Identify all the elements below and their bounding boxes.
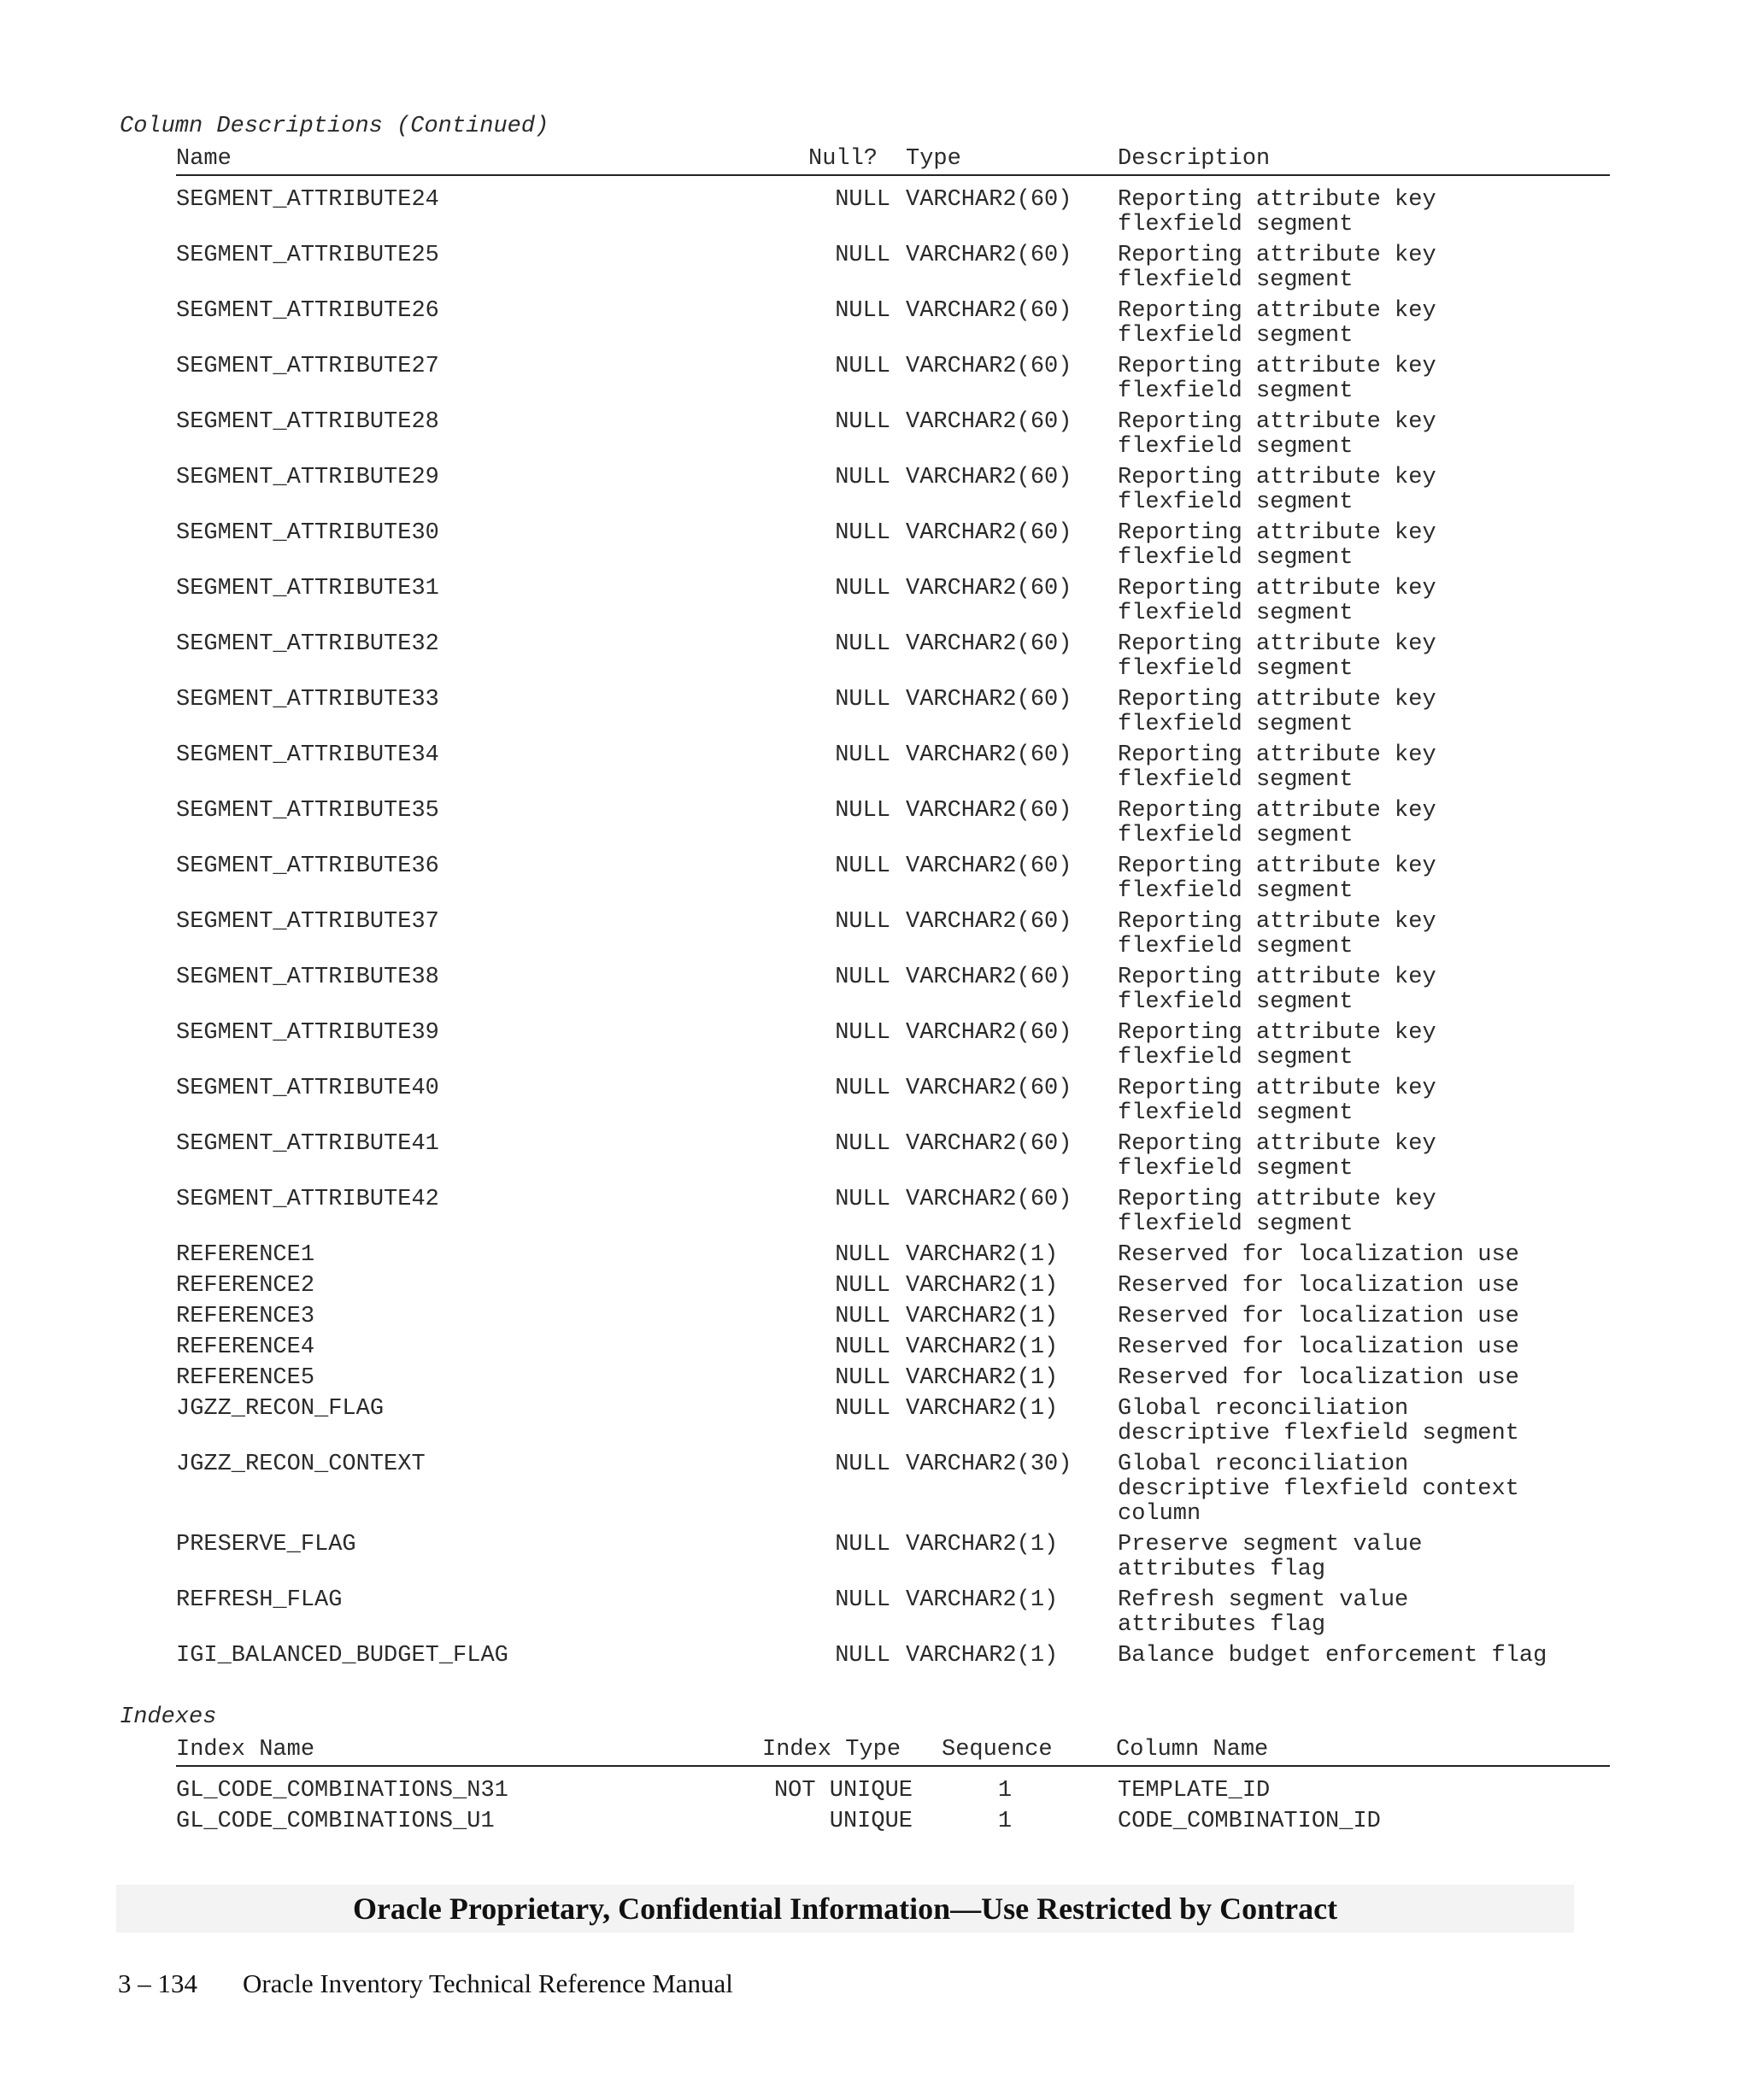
page-footer [118,1968,733,1999]
null-cell: NULL [835,742,890,768]
description-cell: Reporting attribute key flexfield segment [1118,298,1436,349]
column-name-cell: SEGMENT_ATTRIBUTE40 [176,1076,439,1101]
column-name-cell: REFERENCE3 [176,1304,315,1329]
index-type-cell: UNIQUE [829,1809,913,1834]
description-cell: Reporting attribute key flexfield segment [1118,354,1436,404]
description-cell: Reporting attribute key flexfield segment [1118,465,1436,515]
column-name-cell: SEGMENT_ATTRIBUTE37 [176,909,439,935]
table-row [176,355,1610,410]
table-row [176,1132,1610,1188]
type-cell: VARCHAR2(1) [906,1242,1059,1268]
null-cell: NULL [835,1587,890,1613]
column-name-cell: SEGMENT_ATTRIBUTE32 [176,631,439,657]
null-cell: NULL [835,1020,890,1046]
column-name-cell: SEGMENT_ATTRIBUTE29 [176,465,439,490]
null-cell: NULL [835,1396,890,1422]
table-row [176,1076,1610,1132]
type-cell: VARCHAR2(60) [906,1131,1072,1157]
indexes-title: Indexes [120,1704,217,1730]
null-cell: NULL [835,965,890,990]
type-cell: VARCHAR2(1) [906,1643,1059,1669]
index-table-header [176,1738,1610,1767]
type-cell: VARCHAR2(60) [906,354,1072,379]
table-row [176,1779,1610,1810]
table-row [176,410,1610,466]
null-cell: NULL [835,520,890,546]
column-name-cell: REFERENCE1 [176,1242,315,1268]
null-cell: NULL [835,1334,890,1360]
description-cell: Reserved for localization use [1118,1365,1519,1391]
column-table-body [176,188,1610,1675]
table-row [176,1021,1610,1076]
null-cell: NULL [835,798,890,824]
null-cell: NULL [835,1304,890,1329]
null-cell: NULL [835,298,890,324]
column-name-cell: SEGMENT_ATTRIBUTE26 [176,298,439,324]
header-description: Description [1118,146,1271,172]
type-cell: VARCHAR2(60) [906,520,1072,546]
column-name-cell: IGI_BALANCED_BUDGET_FLAG [176,1643,508,1669]
type-cell: VARCHAR2(60) [906,631,1072,657]
column-name-cell: SEGMENT_ATTRIBUTE34 [176,742,439,768]
header-null: Null? [808,146,878,172]
column-name-cell: SEGMENT_ATTRIBUTE42 [176,1187,439,1212]
column-name-cell: SEGMENT_ATTRIBUTE38 [176,965,439,990]
table-row [176,188,1610,243]
type-cell: VARCHAR2(60) [906,243,1072,268]
description-cell: Reporting attribute key flexfield segment [1118,187,1436,238]
type-cell: VARCHAR2(60) [906,687,1072,713]
type-cell: VARCHAR2(60) [906,465,1072,490]
sequence-cell: 1 [997,1778,1013,1804]
table-row [176,1810,1610,1840]
type-cell: VARCHAR2(30) [906,1452,1072,1477]
null-cell: NULL [835,1187,890,1212]
column-descriptions-title: Column Descriptions (Continued) [120,114,549,139]
column-name-cell: REFERENCE4 [176,1334,315,1360]
type-cell: VARCHAR2(60) [906,409,1072,435]
description-cell: Reporting attribute key flexfield segment [1118,631,1436,682]
type-cell: VARCHAR2(60) [906,298,1072,324]
confidentiality-banner [116,1885,1574,1933]
description-cell: Reporting attribute key flexfield segment [1118,576,1436,626]
column-name-cell: REFRESH_FLAG [176,1587,343,1613]
description-cell: Global reconciliation descriptive flexfield segment [1118,1396,1519,1446]
table-row [176,1335,1610,1366]
table-row [176,1588,1610,1644]
type-cell: VARCHAR2(1) [906,1304,1059,1329]
type-cell: VARCHAR2(1) [906,1334,1059,1360]
table-row [176,1274,1610,1305]
column-name-cell: SEGMENT_ATTRIBUTE36 [176,853,439,879]
index-type-cell: NOT UNIQUE [773,1778,913,1804]
column-name-cell: SEGMENT_ATTRIBUTE25 [176,243,439,268]
table-row [176,243,1610,299]
table-row [176,521,1610,577]
description-cell: Reserved for localization use [1118,1334,1519,1360]
null-cell: NULL [835,1365,890,1391]
column-name-cell: SEGMENT_ATTRIBUTE30 [176,520,439,546]
table-row [176,577,1610,632]
null-cell: NULL [835,631,890,657]
null-cell: NULL [835,243,890,268]
null-cell: NULL [835,1242,890,1268]
column-name-cell: JGZZ_RECON_FLAG [176,1396,385,1422]
table-row [176,1452,1610,1533]
null-cell: NULL [835,1532,890,1557]
description-cell: Reserved for localization use [1118,1273,1519,1299]
table-row [176,299,1610,355]
description-cell: Balance budget enforcement flag [1118,1643,1547,1669]
description-cell: Reporting attribute key flexfield segment [1118,1076,1436,1126]
null-cell: NULL [835,1273,890,1299]
column-name-cell: SEGMENT_ATTRIBUTE35 [176,798,439,824]
table-row [176,965,1610,1021]
type-cell: VARCHAR2(1) [906,1396,1059,1422]
null-cell: NULL [835,576,890,601]
description-cell: Global reconciliation descriptive flexfield context column [1118,1452,1519,1527]
header-type: Type [906,146,961,172]
type-cell: VARCHAR2(60) [906,798,1072,824]
column-table-header [176,147,1610,176]
description-cell: Reporting attribute key flexfield segment [1118,909,1436,959]
column-name-cell: SEGMENT_ATTRIBUTE24 [176,187,439,213]
column-name-cell: CODE_COMBINATION_ID [1118,1809,1381,1834]
column-name-cell: REFERENCE5 [176,1365,315,1391]
column-name-cell: JGZZ_RECON_CONTEXT [176,1452,426,1477]
manual-title: Oracle Inventory Technical Reference Manual [243,1968,733,1998]
column-name-cell: REFERENCE2 [176,1273,315,1299]
column-name-cell: SEGMENT_ATTRIBUTE39 [176,1020,439,1046]
header-name: Name [176,146,232,172]
description-cell: Reporting attribute key flexfield segment [1118,853,1436,904]
type-cell: VARCHAR2(1) [906,1273,1059,1299]
type-cell: VARCHAR2(60) [906,965,1072,990]
table-row [176,743,1610,799]
null-cell: NULL [835,1643,890,1669]
header-index-type: Index Type [762,1737,901,1763]
type-cell: VARCHAR2(60) [906,1187,1072,1212]
description-cell: Reporting attribute key flexfield segment [1118,798,1436,848]
column-name-cell: SEGMENT_ATTRIBUTE28 [176,409,439,435]
header-index-name: Index Name [176,1737,315,1763]
header-sequence: Sequence [942,1737,1053,1763]
null-cell: NULL [835,853,890,879]
description-cell: Reserved for localization use [1118,1304,1519,1329]
description-cell: Reporting attribute key flexfield segment [1118,742,1436,793]
description-cell: Reserved for localization use [1118,1242,1519,1268]
description-cell: Reporting attribute key flexfield segment [1118,520,1436,571]
column-name-cell: SEGMENT_ATTRIBUTE33 [176,687,439,713]
column-name-cell: SEGMENT_ATTRIBUTE41 [176,1131,439,1157]
table-row [176,1397,1610,1452]
description-cell: Preserve segment value attributes flag [1118,1532,1423,1582]
type-cell: VARCHAR2(60) [906,742,1072,768]
type-cell: VARCHAR2(1) [906,1532,1059,1557]
table-row [176,1305,1610,1335]
type-cell: VARCHAR2(60) [906,853,1072,879]
banner-text: Oracle Proprietary, Confidential Information––Use Restricted by Contract [352,1892,1338,1926]
sequence-cell: 1 [997,1809,1013,1834]
column-name-cell: SEGMENT_ATTRIBUTE31 [176,576,439,601]
type-cell: VARCHAR2(60) [906,1020,1072,1046]
type-cell: VARCHAR2(60) [906,909,1072,935]
null-cell: NULL [835,1076,890,1101]
column-name-cell: PRESERVE_FLAG [176,1532,356,1557]
page-number: 3 – 134 [118,1968,197,1998]
description-cell: Reporting attribute key flexfield segment [1118,409,1436,460]
table-row [176,1243,1610,1274]
description-cell: Reporting attribute key flexfield segment [1118,1131,1436,1182]
table-row [176,1366,1610,1397]
column-name-cell: SEGMENT_ATTRIBUTE27 [176,354,439,379]
null-cell: NULL [835,187,890,213]
type-cell: VARCHAR2(1) [906,1587,1059,1613]
index-name-cell: GL_CODE_COMBINATIONS_U1 [176,1809,495,1834]
table-row [176,688,1610,743]
description-cell: Reporting attribute key flexfield segment [1118,1187,1436,1237]
table-row [176,1188,1610,1243]
null-cell: NULL [835,465,890,490]
description-cell: Reporting attribute key flexfield segment [1118,687,1436,737]
table-row [176,799,1610,854]
type-cell: VARCHAR2(60) [906,576,1072,601]
null-cell: NULL [835,1452,890,1477]
description-cell: Reporting attribute key flexfield segment [1118,965,1436,1015]
column-name-cell: TEMPLATE_ID [1118,1778,1271,1804]
type-cell: VARCHAR2(60) [906,1076,1072,1101]
table-row [176,632,1610,688]
type-cell: VARCHAR2(1) [906,1365,1059,1391]
table-row [176,854,1610,910]
table-row [176,1644,1610,1675]
header-column-name: Column Name [1116,1737,1269,1763]
null-cell: NULL [835,409,890,435]
type-cell: VARCHAR2(60) [906,187,1072,213]
null-cell: NULL [835,1131,890,1157]
null-cell: NULL [835,687,890,713]
table-row [176,466,1610,521]
index-name-cell: GL_CODE_COMBINATIONS_N31 [176,1778,508,1804]
table-row [176,910,1610,965]
description-cell: Reporting attribute key flexfield segment [1118,1020,1436,1071]
table-row [176,1533,1610,1588]
null-cell: NULL [835,909,890,935]
description-cell: Refresh segment value attributes flag [1118,1587,1409,1638]
null-cell: NULL [835,354,890,379]
description-cell: Reporting attribute key flexfield segment [1118,243,1436,293]
index-table-body [176,1779,1610,1840]
